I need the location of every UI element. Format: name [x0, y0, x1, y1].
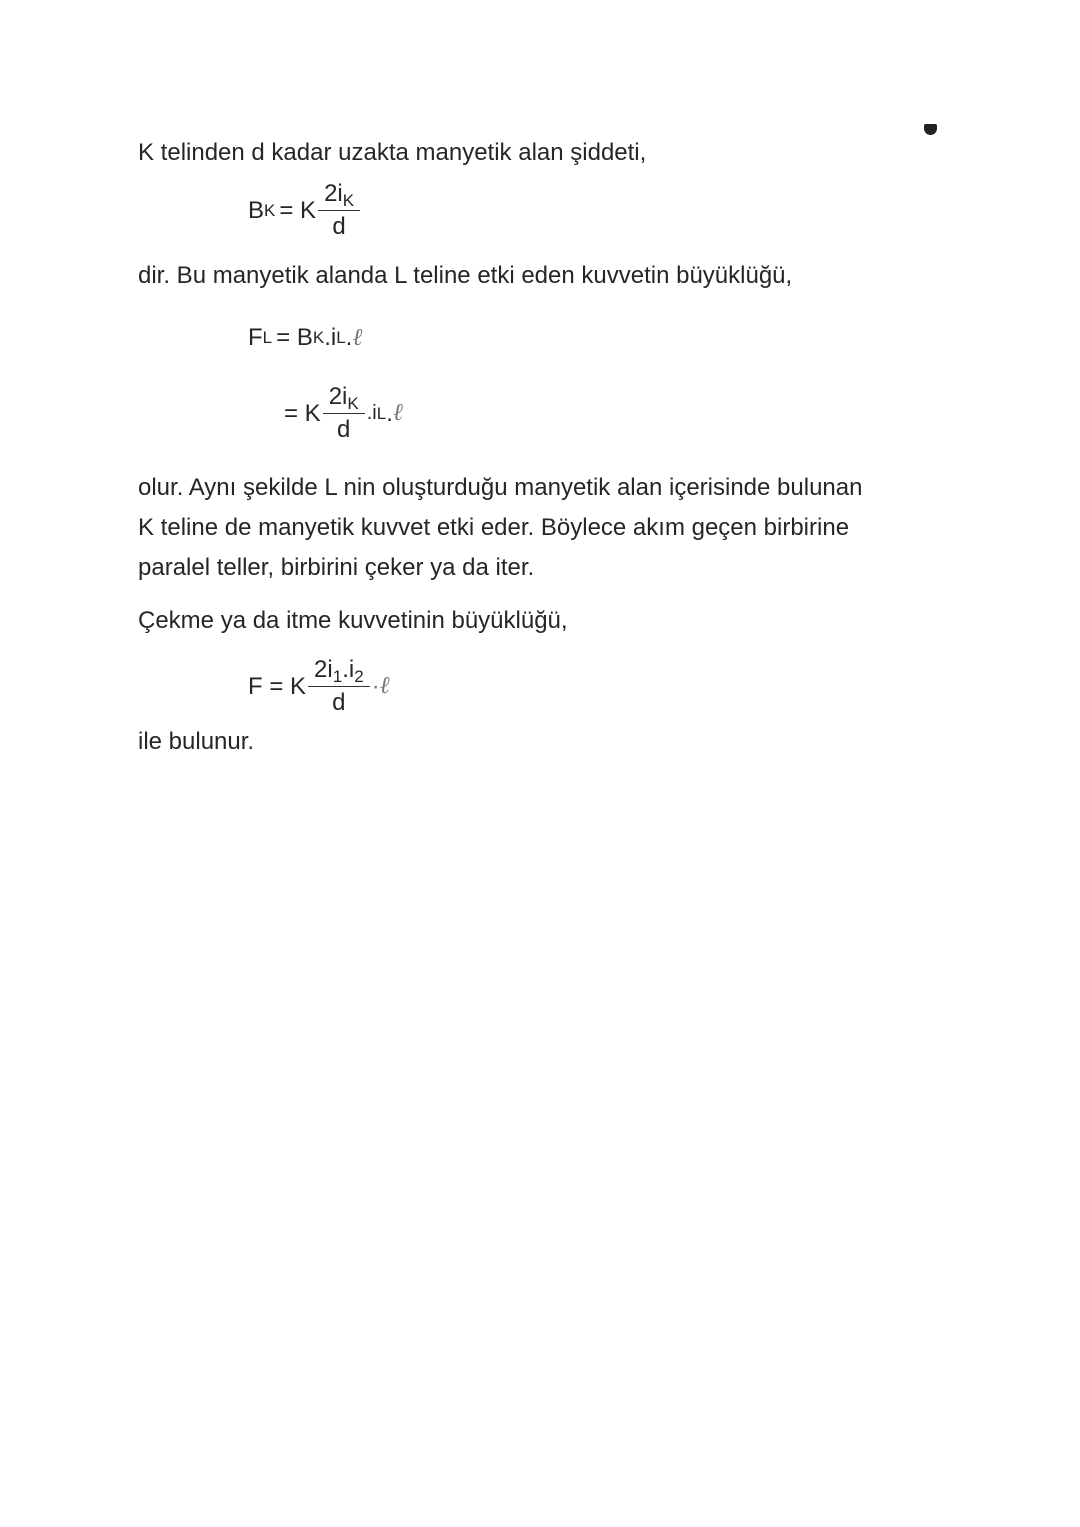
denominator: d: [337, 416, 351, 443]
ell-symbol: ℓ: [392, 400, 403, 426]
formula-text: .: [345, 324, 353, 351]
formula-text: = K: [284, 399, 321, 427]
formula-text: .i: [324, 324, 337, 351]
formula-text: .i: [366, 402, 377, 424]
fraction: [323, 383, 365, 444]
numerator: 2i: [314, 656, 333, 683]
numerator: 2i: [328, 383, 348, 410]
paragraph-4: Çekme ya da itme kuvvetinin büyüklüğü,: [138, 607, 568, 634]
denominator: d: [332, 213, 346, 240]
formula-sub: 1: [332, 667, 343, 686]
formula-text: ·: [371, 672, 380, 700]
formula-bk: B K = K $\frac{2i_K}{d}$: [248, 180, 362, 241]
formula-text: F: [248, 324, 263, 351]
fraction: [318, 180, 360, 241]
paragraph-3-line-1: olur. Aynı şekilde L nin oluşturduğu manyetik alan içerisinde bulunan: [138, 474, 863, 501]
paragraph-3-line-3: paralel teller, birbirini çeker ya da iter.: [138, 554, 535, 581]
formula-text: = K: [279, 196, 317, 224]
formula-text: = B: [276, 324, 313, 351]
paragraph-3-line-2: K teline de manyetik kuvvet etki eder. Böylece akım geçen birbirine: [138, 514, 850, 541]
formula-text: .: [386, 399, 393, 427]
fraction: [308, 656, 370, 717]
formula-sub: 2: [354, 667, 364, 686]
ell-symbol: ℓ: [352, 324, 363, 351]
formula-text: B: [248, 196, 265, 224]
formula-fl: F L = B K .i L . ℓ: [248, 324, 363, 351]
ell-symbol: ℓ: [379, 673, 390, 699]
paragraph-2: dir. Bu manyetik alanda L teline etki eden kuvvetin büyüklüğü,: [138, 262, 793, 289]
paragraph-1: K telinden d kadar uzakta manyetik alan şiddeti,: [138, 139, 647, 166]
paragraph-5: ile bulunur.: [138, 728, 255, 755]
denominator: d: [332, 689, 346, 716]
formula-f: [248, 656, 390, 717]
formula-sub: K: [347, 394, 359, 413]
numerator: .i: [342, 656, 355, 683]
formula-text: F = K: [248, 672, 307, 700]
page-corner-mark: [924, 124, 937, 135]
formula-fl-expanded: = K $\frac{2i_K}{d}$ .i L . ℓ: [284, 383, 403, 443]
formula-sub: K: [342, 191, 355, 210]
numerator: 2i: [324, 180, 343, 207]
